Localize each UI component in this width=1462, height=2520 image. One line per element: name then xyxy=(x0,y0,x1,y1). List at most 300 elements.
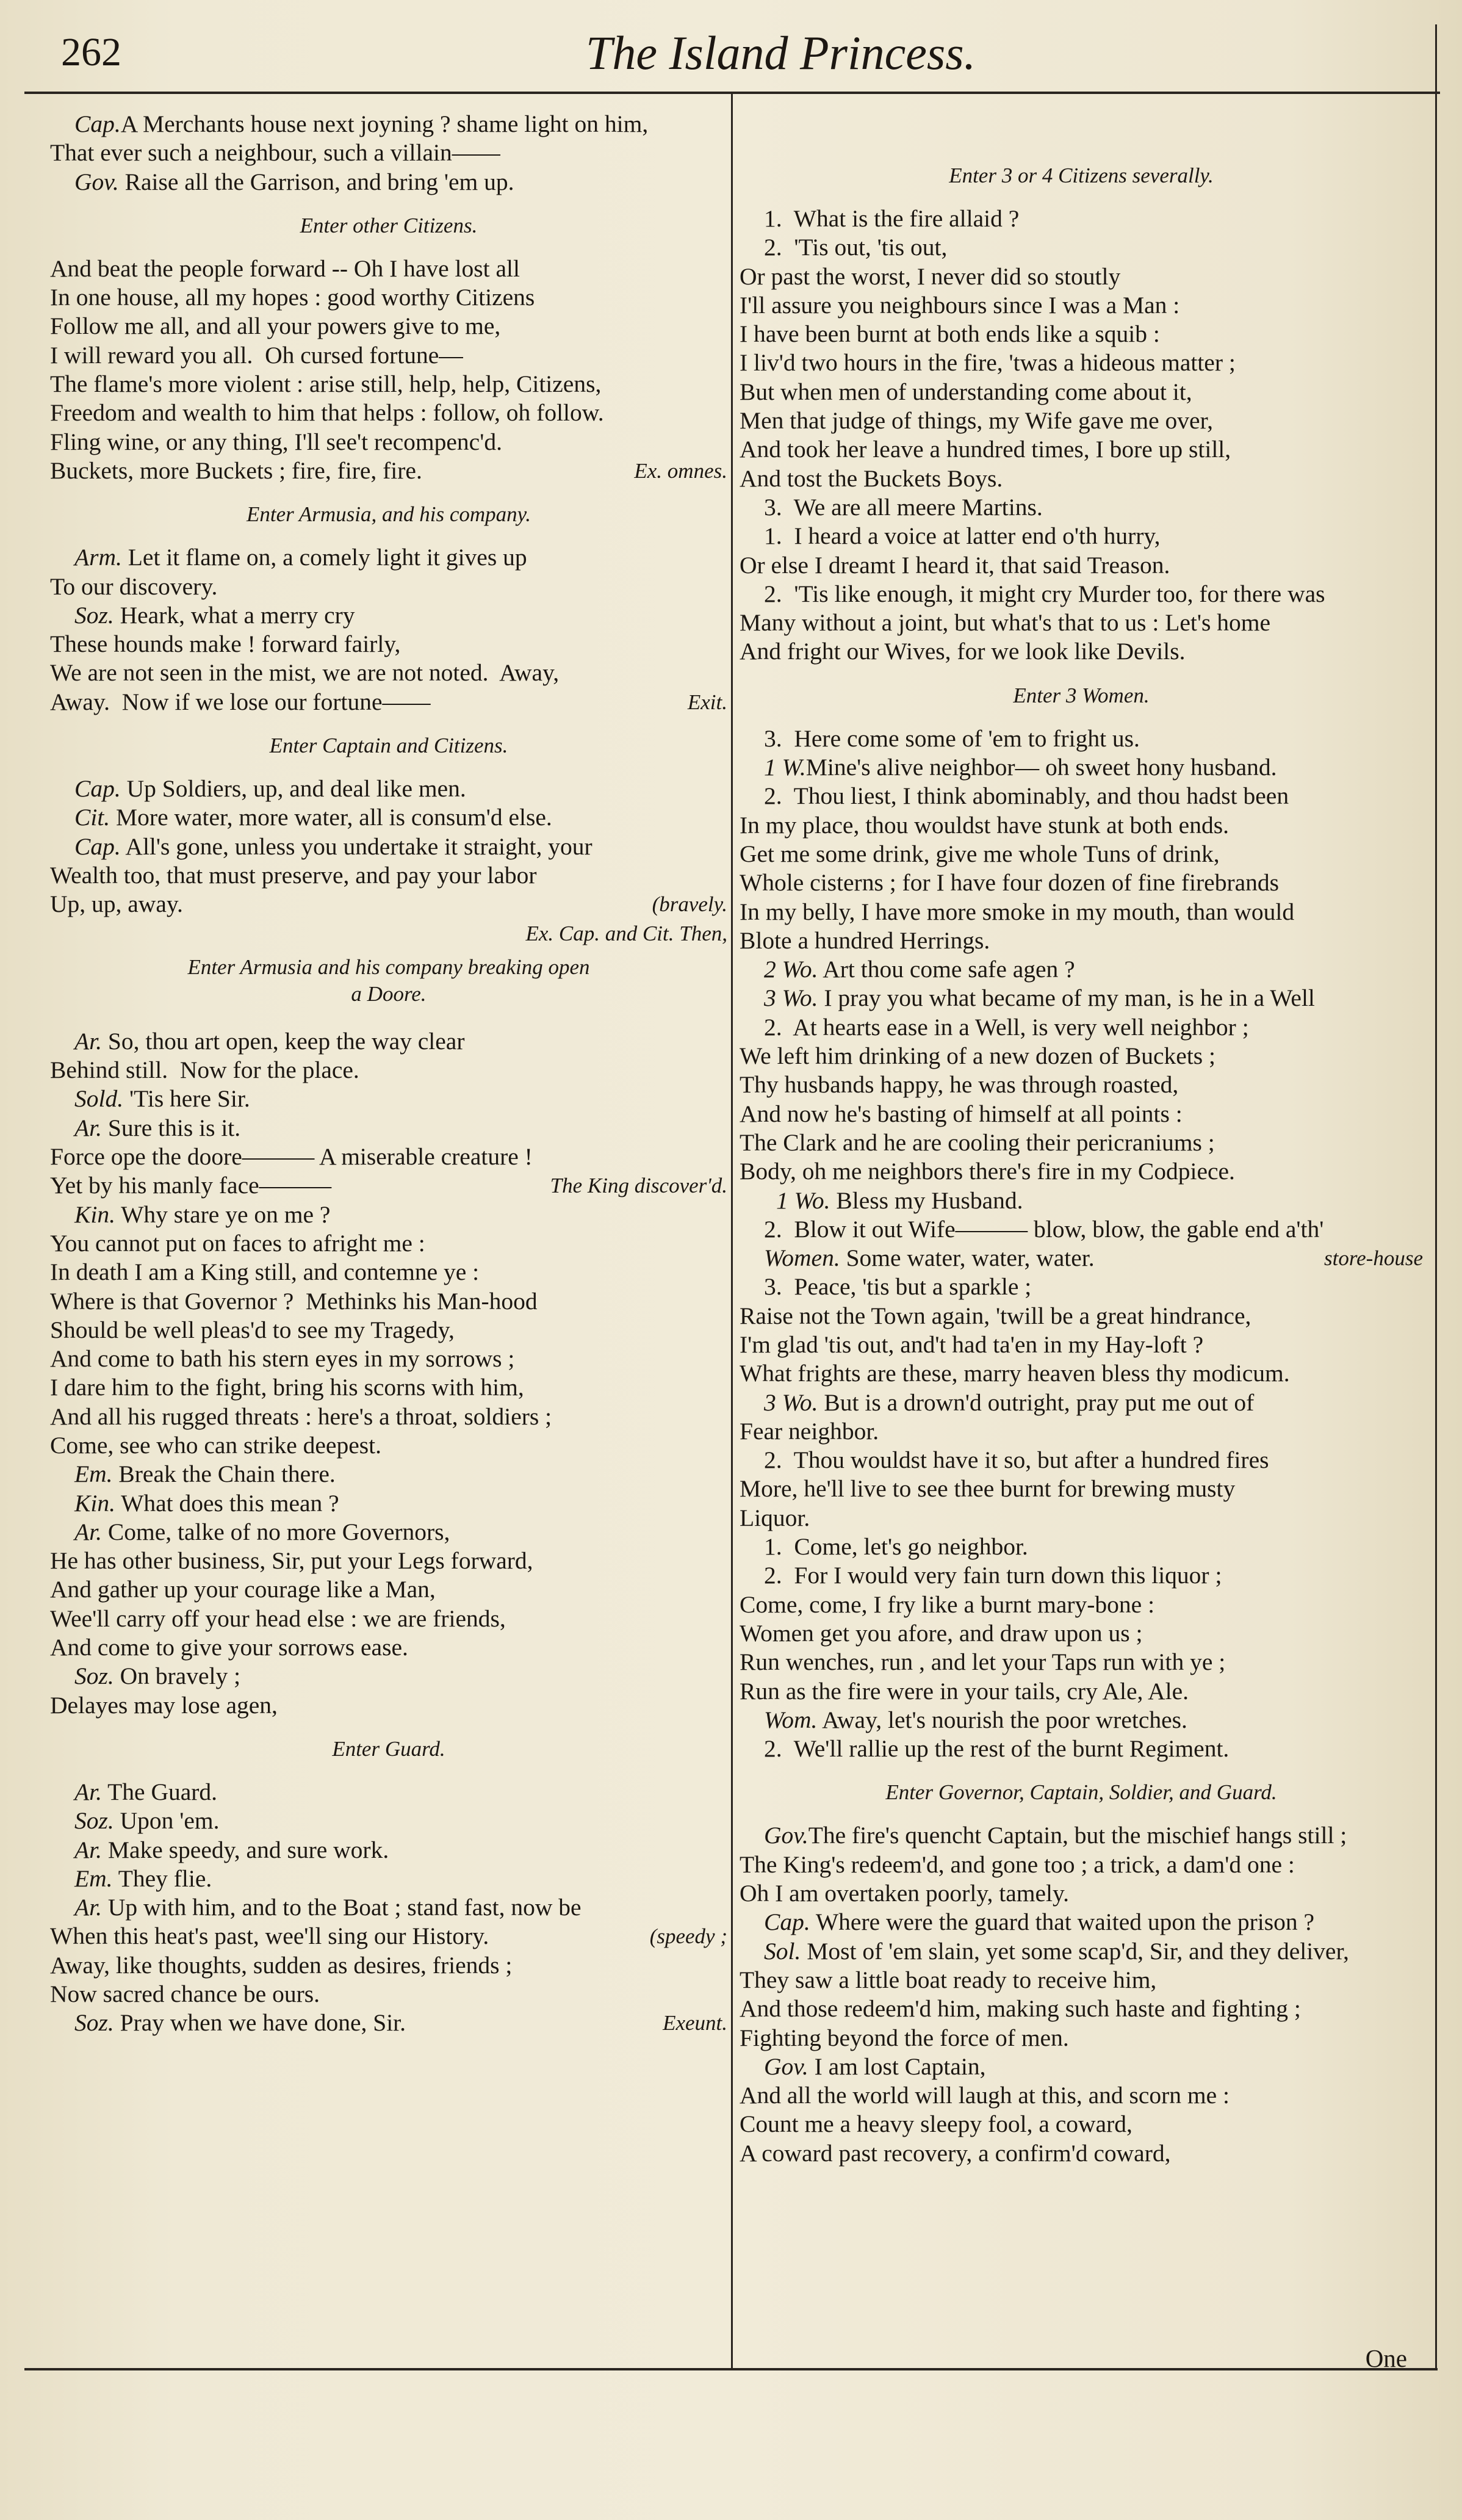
verse-line xyxy=(740,1850,1423,1879)
verse-line xyxy=(740,926,1423,955)
speaker-prefix: Soz. xyxy=(74,1807,114,1835)
line-text: I am lost Captain, xyxy=(808,2052,986,2080)
line-text: All's gone, unless you undertake it straight, your xyxy=(120,832,592,860)
stage-direction xyxy=(740,666,1423,724)
right-border-rule xyxy=(1435,24,1437,2368)
line-text: Up with him, and to the Boat ; stand fast, now be xyxy=(102,1894,582,1921)
verse-line xyxy=(740,1215,1423,1244)
stage-direction xyxy=(740,1763,1423,1821)
verse-line xyxy=(740,1677,1423,1706)
verse-line xyxy=(50,1865,727,1893)
verse-line xyxy=(50,139,727,167)
line-text: Whole cisterns ; for I have four dozen of fine firebrands xyxy=(740,869,1280,897)
line-text: Up, up, away. xyxy=(50,890,183,918)
verse-line xyxy=(740,2052,1423,2081)
line-text: Now sacred chance be ours. xyxy=(50,1980,320,2008)
verse-line xyxy=(50,659,727,687)
verse-line xyxy=(50,543,727,572)
line-text: Away, like thoughts, sudden as desires, friends ; xyxy=(50,1951,513,1979)
line-text: But is a drown'd outright, pray put me out of xyxy=(818,1388,1255,1416)
line-text: Let it flame on, a comely light it gives up xyxy=(121,544,527,571)
line-text: But when men of understanding come about it, xyxy=(740,378,1192,405)
speaker-prefix: Sold. xyxy=(74,1085,124,1113)
verse-line xyxy=(50,168,727,197)
verse-line xyxy=(740,753,1423,782)
speaker-prefix: 1 Wo. xyxy=(776,1186,830,1214)
stage-direction-text: Enter other Citizens. xyxy=(300,213,478,237)
verse-line xyxy=(50,2009,727,2037)
right-aligned-cue: The King discover'd. xyxy=(550,1174,727,1198)
line-text: Yet by his manly face——— xyxy=(50,1172,332,1199)
speaker-prefix: Cap. xyxy=(74,775,121,803)
verse-line xyxy=(740,898,1423,926)
speaker-prefix: Cap. xyxy=(74,832,121,860)
verse-line xyxy=(50,803,727,832)
stage-direction xyxy=(50,197,727,255)
verse-line xyxy=(740,1186,1423,1215)
line-text: Come, talke of no more Governors, xyxy=(102,1518,450,1545)
verse-line xyxy=(740,1706,1423,1735)
line-text: I'm glad 'tis out, and't had ta'en in my Hay-loft ? xyxy=(740,1330,1204,1358)
line-text: Body, oh me neighbors there's fire in my Codpiece. xyxy=(740,1158,1235,1185)
line-text: Mine's alive neighbor— oh sweet hony husband. xyxy=(805,754,1277,781)
line-text: Where is that Governor ? Methinks his Man-hood xyxy=(50,1287,538,1315)
verse-line xyxy=(50,370,727,399)
verse-line xyxy=(740,1273,1423,1301)
speaker-prefix: Ar. xyxy=(74,1027,102,1055)
verse-line xyxy=(740,1388,1423,1417)
verse-line xyxy=(740,1100,1423,1128)
stage-direction-text: a Doore. xyxy=(351,981,427,1006)
verse-line xyxy=(50,1489,727,1518)
line-text: I'll assure you neighbours since I was a Man : xyxy=(740,291,1180,319)
verse-line xyxy=(740,1302,1423,1330)
line-text: We are not seen in the mist, we are not noted. Away, xyxy=(50,659,560,687)
verse-line xyxy=(50,1547,727,1575)
verse-line xyxy=(740,1475,1423,1503)
footer-rule xyxy=(24,2368,1438,2370)
verse-line xyxy=(50,1143,727,1171)
verse-line xyxy=(50,1807,727,1835)
line-text: Liquor. xyxy=(740,1504,810,1531)
line-text: Raise not the Town again, 'twill be a great hindrance, xyxy=(740,1302,1251,1329)
line-text: The fire's quencht Captain, but the mischief hangs still ; xyxy=(808,1822,1347,1849)
verse-line xyxy=(740,435,1423,464)
speaker-prefix: 1 W. xyxy=(764,754,806,781)
speaker-prefix: Gov. xyxy=(74,168,119,195)
verse-line xyxy=(740,1995,1423,2023)
verse-line xyxy=(50,428,727,457)
stage-direction-text: Enter Captain and Citizens. xyxy=(269,734,508,758)
line-text: Pray when we have done, Sir. xyxy=(113,2009,406,2037)
line-text: And all his rugged threats : here's a throat, soldiers ; xyxy=(50,1403,552,1430)
speaker-prefix: Ar. xyxy=(74,1778,102,1805)
speaker-prefix: Cap. xyxy=(764,1908,810,1936)
line-text: Heark, what a merry cry xyxy=(113,601,355,629)
stage-direction xyxy=(50,717,727,774)
verse-line xyxy=(740,1937,1423,1966)
speaker-prefix: Soz. xyxy=(74,1663,114,1690)
verse-line xyxy=(740,1013,1423,1042)
line-text: I liv'd two hours in the fire, 'twas a hideous matter ; xyxy=(740,349,1236,377)
speaker-prefix: Kin. xyxy=(74,1200,115,1228)
line-text: And all the world will laugh at this, and scorn me : xyxy=(740,2082,1230,2109)
verse-line xyxy=(740,1330,1423,1359)
line-text: A Merchants house next joyning ? shame light on him, xyxy=(120,110,649,137)
line-text: Men that judge of things, my Wife gave me over, xyxy=(740,407,1214,435)
line-text: Should be well pleas'd to see my Tragedy, xyxy=(50,1316,455,1343)
verse-line xyxy=(50,1056,727,1085)
line-text: And gather up your courage like a Man, xyxy=(50,1576,436,1603)
line-text: Run wenches, run , and let your Taps run with ye ; xyxy=(740,1648,1226,1676)
line-text: Force ope the doore——— A miserable creature ! xyxy=(50,1143,533,1171)
verse-line xyxy=(740,1619,1423,1648)
verse-line xyxy=(50,1575,727,1604)
verse-line xyxy=(740,1648,1423,1677)
page-header xyxy=(61,24,1428,92)
right-aligned-cue: Ex. omnes. xyxy=(634,458,727,483)
verse-line xyxy=(50,1345,727,1373)
speaker-prefix: Gov. xyxy=(764,1822,808,1849)
page-number: 262 xyxy=(61,30,121,74)
line-text: In one house, all my hopes : good worthy Citizens xyxy=(50,284,535,311)
line-text: 2. For I would very fain turn down this liquor ; xyxy=(764,1562,1222,1589)
verse-line xyxy=(50,1027,727,1056)
speaker-prefix: Kin. xyxy=(74,1489,115,1517)
stage-direction-text: Enter Guard. xyxy=(332,1736,445,1761)
line-text: And took her leave a hundred times, I bore up still, xyxy=(740,436,1231,463)
verse-line xyxy=(740,2139,1423,2168)
verse-line xyxy=(740,1879,1423,1908)
line-text: And those redeem'd him, making such haste and fighting ; xyxy=(740,1995,1301,2023)
line-text: What does this mean ? xyxy=(115,1489,339,1517)
verse-line xyxy=(740,551,1423,580)
line-text: 2. Blow it out Wife——— blow, blow, the gable end a'th' xyxy=(764,1215,1324,1243)
verse-line xyxy=(740,2081,1423,2110)
line-text: Wealth too, that must preserve, and pay your labor xyxy=(50,861,537,889)
verse-line xyxy=(740,580,1423,608)
stage-direction-text: Enter 3 or 4 Citizens severally. xyxy=(949,164,1214,187)
line-text: 2. We'll rallie up the rest of the burnt Regiment. xyxy=(764,1735,1230,1763)
line-text: Most of 'em slain, yet some scap'd, Sir, and they deliver, xyxy=(801,1937,1349,1965)
verse-line xyxy=(50,1691,727,1720)
verse-line xyxy=(50,1114,727,1143)
verse-line xyxy=(50,630,727,659)
verse-line xyxy=(50,1085,727,1113)
line-text: 1. Come, let's go neighbor. xyxy=(764,1533,1028,1561)
speaker-prefix: Cap. xyxy=(74,110,121,137)
line-text: 2. 'Tis out, 'tis out, xyxy=(764,234,948,261)
right-aligned-cue: (speedy ; xyxy=(649,1924,727,1949)
line-text: I dare him to the fight, bring his scorns with him, xyxy=(50,1374,524,1401)
line-text: Freedom and wealth to him that helps : follow, oh follow. xyxy=(50,399,604,427)
line-text: Wee'll carry off your head else : we are friends, xyxy=(50,1605,506,1632)
verse-line xyxy=(50,1229,727,1258)
line-text: Some water, water, water. xyxy=(840,1244,1095,1272)
line-text: Why stare ye on me ? xyxy=(115,1200,331,1228)
line-text: And tost the Buckets Boys. xyxy=(740,464,1003,492)
left-text-column xyxy=(50,110,727,2038)
verse-line xyxy=(50,1171,727,1200)
line-text: 3. Peace, 'tis but a sparkle ; xyxy=(764,1273,1032,1301)
line-text: Raise all the Garrison, and bring 'em up. xyxy=(118,168,514,195)
verse-line xyxy=(50,283,727,312)
right-aligned-cue: Exeunt. xyxy=(663,2011,727,2035)
verse-line xyxy=(50,890,727,919)
verse-line xyxy=(740,1533,1423,1561)
verse-line xyxy=(50,1662,727,1691)
verse-line xyxy=(50,1316,727,1345)
line-text: You cannot put on faces to afright me : xyxy=(50,1229,425,1257)
line-text: Art thou come safe agen ? xyxy=(818,956,1075,983)
line-text: They saw a little boat ready to receive him, xyxy=(740,1966,1157,1993)
stage-direction xyxy=(740,146,1423,204)
verse-line xyxy=(740,291,1423,320)
line-text: The Guard. xyxy=(102,1778,218,1805)
speaker-prefix: 3 Wo. xyxy=(764,984,818,1012)
line-text: And come to bath his stern eyes in my sorrows ; xyxy=(50,1345,515,1373)
verse-line xyxy=(740,262,1423,291)
verse-line xyxy=(740,1359,1423,1388)
verse-line xyxy=(740,522,1423,551)
verse-line xyxy=(740,1821,1423,1850)
speaker-prefix: 2 Wo. xyxy=(764,956,818,983)
stage-direction-text: Enter Armusia, and his company. xyxy=(246,502,531,527)
stage-direction xyxy=(50,948,727,1027)
line-text: Many without a joint, but what's that to us : Let's home xyxy=(740,609,1270,637)
verse-line xyxy=(740,493,1423,522)
verse-line xyxy=(740,1128,1423,1157)
verse-line xyxy=(50,1980,727,2009)
verse-line xyxy=(50,1287,727,1316)
verse-line xyxy=(50,457,727,485)
line-text: In my belly, I have more smoke in my mouth, than would xyxy=(740,898,1295,925)
line-text: Sure this is it. xyxy=(102,1114,241,1141)
line-text: A coward past recovery, a confirm'd coward, xyxy=(740,2139,1171,2167)
line-text: Fear neighbor. xyxy=(740,1417,879,1445)
line-text: The Clark and he are cooling their pericraniums ; xyxy=(740,1128,1215,1156)
line-text: 2. At hearts ease in a Well, is very well neighbor ; xyxy=(764,1013,1249,1041)
speaker-prefix: Sol. xyxy=(764,1937,801,1965)
line-text: 'Tis here Sir. xyxy=(123,1085,250,1113)
line-text: Up Soldiers, up, and deal like men. xyxy=(120,775,466,803)
catchword: One xyxy=(1365,2344,1407,2372)
line-text: The King's redeem'd, and gone too ; a trick, a dam'd one : xyxy=(740,1850,1295,1878)
line-text: The flame's more violent : arise still, help, help, Citizens, xyxy=(50,370,602,398)
line-text: Where were the guard that waited upon the prison ? xyxy=(810,1908,1315,1936)
verse-line xyxy=(740,2024,1423,2052)
line-text: In death I am a King still, and contemne ye : xyxy=(50,1258,480,1286)
speaker-prefix: Em. xyxy=(74,1460,113,1488)
right-text-column xyxy=(740,146,1423,2168)
line-text: Women get you afore, and draw upon us ; xyxy=(740,1619,1143,1647)
line-text: 3. Here come some of 'em to fright us. xyxy=(764,724,1140,752)
stage-direction xyxy=(50,485,727,543)
speaker-prefix: Ar. xyxy=(74,1894,102,1921)
verse-line xyxy=(50,774,727,803)
speaker-prefix: Ar. xyxy=(74,1114,102,1141)
line-text: Buckets, more Buckets ; fire, fire, fire. xyxy=(50,457,422,484)
line-text: To our discovery. xyxy=(50,572,218,600)
verse-line xyxy=(740,955,1423,984)
verse-line xyxy=(50,1403,727,1431)
line-text: 2. Thou liest, I think abominably, and thou hadst been xyxy=(764,782,1289,810)
verse-line xyxy=(50,832,727,861)
line-text: They flie. xyxy=(112,1865,212,1892)
verse-line xyxy=(740,464,1423,493)
line-text: Break the Chain there. xyxy=(112,1460,336,1488)
line-text: When this heat's past, wee'll sing our History. xyxy=(50,1922,489,1950)
line-text: Upon 'em. xyxy=(113,1807,220,1835)
verse-line xyxy=(740,1070,1423,1099)
speaker-prefix: 3 Wo. xyxy=(764,1388,818,1416)
speaker-prefix: Em. xyxy=(74,1865,113,1892)
line-text: That ever such a neighbour, such a villain—— xyxy=(50,139,500,167)
line-text: What frights are these, marry heaven bless thy modicum. xyxy=(740,1360,1290,1387)
verse-line xyxy=(50,1951,727,1980)
line-text: More, he'll live to see thee burnt for brewing musty xyxy=(740,1475,1236,1503)
verse-line xyxy=(740,233,1423,262)
line-text: Thy husbands happy, he was through roasted, xyxy=(740,1071,1179,1099)
line-text: And come to give your sorrows ease. xyxy=(50,1634,408,1661)
verse-line xyxy=(50,1836,727,1865)
line-text: Or else I dreamt I heard it, that said Treason. xyxy=(740,551,1170,579)
verse-line xyxy=(50,1893,727,1922)
verse-line xyxy=(740,1966,1423,1995)
line-text: Get me some drink, give me whole Tuns of drink, xyxy=(740,840,1220,867)
verse-line xyxy=(50,572,727,601)
verse-line xyxy=(740,637,1423,666)
verse-line xyxy=(740,1042,1423,1070)
verse-line xyxy=(50,255,727,283)
verse-line xyxy=(50,1258,727,1287)
line-text: 2. Thou wouldst have it so, but after a hundred fires xyxy=(764,1446,1269,1474)
verse-line xyxy=(740,868,1423,897)
right-aligned-cue: store-house xyxy=(1323,1246,1423,1271)
stage-direction-text: Enter 3 Women. xyxy=(1013,683,1150,707)
line-text: 2. 'Tis like enough, it might cry Murder too, for there was xyxy=(764,580,1325,607)
verse-line xyxy=(50,1633,727,1662)
line-text: And fright our Wives, for we look like Devils. xyxy=(740,638,1186,665)
speaker-prefix: Arm. xyxy=(74,544,122,571)
line-text: And now he's basting of himself at all points : xyxy=(740,1100,1183,1127)
verse-line xyxy=(50,1518,727,1547)
line-text: Bless my Husband. xyxy=(830,1186,1023,1214)
verse-line xyxy=(50,861,727,890)
line-text: And beat the people forward -- Oh I have lost all xyxy=(50,255,520,282)
line-text: Come, see who can strike deepest. xyxy=(50,1431,381,1459)
column-divider xyxy=(731,92,733,2368)
verse-line xyxy=(50,601,727,630)
verse-line xyxy=(50,1922,727,1951)
line-text: Away. Now if we lose our fortune—— xyxy=(50,688,431,715)
verse-line xyxy=(740,1244,1423,1273)
line-text: Make speedy, and sure work. xyxy=(102,1836,389,1863)
verse-line xyxy=(50,1460,727,1489)
verse-line xyxy=(50,919,727,948)
speaker-prefix: Soz. xyxy=(74,2009,114,2037)
stage-direction xyxy=(50,1720,727,1778)
verse-line xyxy=(50,1605,727,1633)
verse-line xyxy=(50,1373,727,1402)
verse-line xyxy=(740,204,1423,233)
speaker-prefix: Soz. xyxy=(74,601,114,629)
verse-line xyxy=(740,378,1423,406)
line-text: So, thou art open, keep the way clear xyxy=(102,1027,465,1055)
speaker-prefix: Women. xyxy=(764,1244,840,1272)
verse-line xyxy=(740,1561,1423,1590)
speaker-prefix: Cit. xyxy=(74,804,110,831)
line-text: In my place, thou wouldst have stunk at both ends. xyxy=(740,811,1229,839)
line-text: More water, more water, all is consum'd else. xyxy=(110,804,552,831)
verse-line xyxy=(740,1504,1423,1533)
speaker-prefix: Wom. xyxy=(764,1706,818,1733)
right-aligned-cue: (bravely. xyxy=(652,892,727,917)
line-text: On bravely ; xyxy=(113,1663,241,1690)
line-text: Count me a heavy sleepy fool, a coward, xyxy=(740,2110,1133,2138)
line-text: I have been burnt at both ends like a squib : xyxy=(740,320,1160,348)
line-text: Run as the fire were in your tails, cry Ale, Ale. xyxy=(740,1677,1189,1705)
line-text: 1. What is the fire allaid ? xyxy=(764,205,1020,232)
verse-line xyxy=(50,1778,727,1807)
stage-direction-text: Enter Governor, Captain, Soldier, and Guard. xyxy=(885,1780,1277,1805)
verse-line xyxy=(50,399,727,427)
right-aligned-cue: Exit. xyxy=(687,690,727,714)
verse-line xyxy=(740,406,1423,435)
verse-line xyxy=(740,320,1423,348)
verse-line xyxy=(740,811,1423,840)
line-text: 1. I heard a voice at latter end o'th hurry, xyxy=(764,522,1161,550)
verse-line xyxy=(740,984,1423,1013)
line-text: 3. We are all meere Martins. xyxy=(764,493,1043,521)
line-text: Oh I am overtaken poorly, tamely. xyxy=(740,1880,1070,1907)
speaker-prefix: Gov. xyxy=(764,2052,808,2080)
verse-line xyxy=(740,2110,1423,2139)
line-text: Behind still. Now for the place. xyxy=(50,1056,359,1084)
stage-direction-text: Enter Armusia and his company breaking open xyxy=(187,955,590,979)
verse-line xyxy=(50,341,727,370)
right-aligned-cue: Ex. Cap. and Cit. Then, xyxy=(525,921,727,945)
verse-line xyxy=(50,110,727,139)
verse-line xyxy=(740,724,1423,753)
running-title: The Island Princess. xyxy=(586,26,976,79)
verse-line xyxy=(740,1446,1423,1475)
line-text: Blote a hundred Herrings. xyxy=(740,926,990,954)
verse-line xyxy=(740,782,1423,811)
line-text: I pray you what became of my man, is he in a Well xyxy=(818,984,1315,1012)
line-text: These hounds make ! forward fairly, xyxy=(50,630,401,658)
verse-line xyxy=(50,312,727,341)
speaker-prefix: Ar. xyxy=(74,1518,102,1545)
verse-line xyxy=(740,1157,1423,1186)
line-text: I will reward you all. Oh cursed fortune— xyxy=(50,341,463,369)
verse-line xyxy=(50,688,727,717)
line-text: Delayes may lose agen, xyxy=(50,1691,278,1719)
verse-line xyxy=(740,1908,1423,1937)
line-text: Away, let's nourish the poor wretches. xyxy=(817,1706,1187,1733)
line-text: We left him drinking of a new dozen of Buckets ; xyxy=(740,1042,1216,1070)
line-text: Follow me all, and all your powers give to me, xyxy=(50,312,501,340)
line-text: Or past the worst, I never did so stoutly xyxy=(740,262,1121,290)
verse-line xyxy=(740,1590,1423,1619)
line-text: Come, come, I fry like a burnt mary-bone : xyxy=(740,1590,1155,1618)
verse-line xyxy=(740,348,1423,377)
verse-line xyxy=(740,840,1423,868)
speaker-prefix: Ar. xyxy=(74,1836,102,1863)
line-text: Fighting beyond the force of men. xyxy=(740,2024,1069,2051)
verse-line xyxy=(50,1431,727,1460)
line-text: He has other business, Sir, put your Legs forward, xyxy=(50,1547,533,1575)
